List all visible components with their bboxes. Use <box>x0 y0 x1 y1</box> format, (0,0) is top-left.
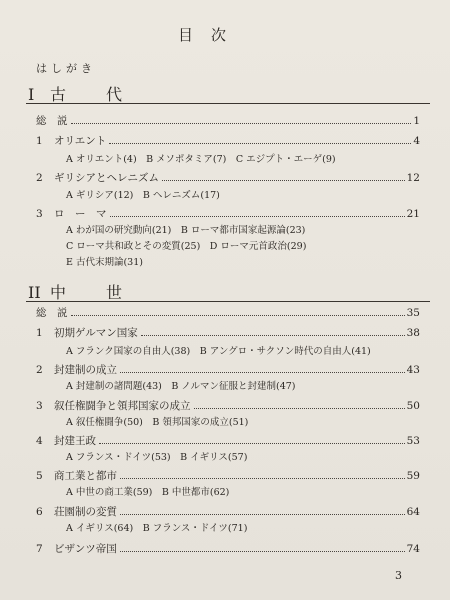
part-numeral: II <box>28 283 41 302</box>
toc-entry[interactable] <box>36 504 420 518</box>
subentry-line: A 封建制の諸問題(43) B ノルマン征服と封建制(47) <box>66 381 296 392</box>
toc-entry[interactable] <box>36 133 420 147</box>
entry-label: 総 説 <box>36 307 68 319</box>
entry-label: 商工業と都市 <box>54 470 117 482</box>
leader-dots <box>120 478 405 479</box>
part-name: 古代 <box>50 85 163 104</box>
entry-label: オリエント <box>54 135 107 147</box>
entry-label: ロ ー マ <box>54 208 107 220</box>
toc-title: 目次 <box>178 26 245 44</box>
entry-page: 43 <box>406 364 420 376</box>
toc-entry[interactable] <box>36 325 420 339</box>
entry-page: 35 <box>406 307 420 319</box>
page-number: 3 <box>395 569 402 582</box>
leader-dots <box>141 335 405 336</box>
entry-label: 総 説 <box>36 115 68 127</box>
entry-page: 38 <box>406 327 420 339</box>
subentry-line: A わが国の研究動向(21) B ローマ都市国家起源論(23) <box>66 225 306 236</box>
entry-page: 1 <box>413 115 420 127</box>
entry-label: 封建王政 <box>54 435 96 447</box>
leader-dots <box>99 443 405 444</box>
entry-number: 3 <box>36 208 43 220</box>
entry-page: 12 <box>406 172 420 184</box>
entry-number: 5 <box>36 470 43 482</box>
subentry-line: A 中世の商工業(59) B 中世都市(62) <box>66 487 230 498</box>
entry-number: 2 <box>36 172 43 184</box>
leader-dots <box>110 216 405 217</box>
part-divider <box>26 301 430 302</box>
leader-dots <box>109 143 411 144</box>
entry-page: 74 <box>406 543 420 555</box>
leader-dots <box>120 372 405 373</box>
entry-number: 7 <box>36 543 43 555</box>
toc-entry[interactable] <box>36 206 420 220</box>
entry-label: 荘園制の変質 <box>54 506 117 518</box>
entry-label: ビザンツ帝国 <box>54 543 117 555</box>
entry-page: 59 <box>406 470 420 482</box>
leader-dots <box>194 408 405 409</box>
toc-entry[interactable] <box>36 170 420 184</box>
part-heading-1 <box>28 82 162 105</box>
entry-label: 叙任権闘争と領邦国家の成立 <box>54 400 191 412</box>
entry-label: 封建制の成立 <box>54 364 117 376</box>
subentry-line: A オリエント(4) B メソポタミア(7) C エジプト・エーゲ(9) <box>66 154 336 165</box>
leader-dots <box>162 180 405 181</box>
entry-number: 6 <box>36 506 43 518</box>
entry-page: 50 <box>406 400 420 412</box>
subentry-line: C ローマ共和政とその変質(25) D ローマ元首政治(29) <box>66 241 307 252</box>
entry-number: 3 <box>36 400 43 412</box>
preface-entry: はしがき <box>36 62 96 75</box>
subentry-line: A 叙任権闘争(50) B 領邦国家の成立(51) <box>66 417 249 428</box>
entry-number: 2 <box>36 364 43 376</box>
subentry-line: A フランク国家の自由人(38) B アングロ・サクソン時代の自由人(41) <box>66 346 371 357</box>
part-numeral: I <box>28 85 35 104</box>
toc-entry[interactable] <box>36 468 420 482</box>
toc-entry[interactable] <box>36 305 420 319</box>
leader-dots <box>71 123 412 124</box>
subentry-line: A フランス・ドイツ(53) B イギリス(57) <box>66 452 248 463</box>
entry-page: 53 <box>406 435 420 447</box>
leader-dots <box>120 551 405 552</box>
entry-number: 1 <box>36 135 43 147</box>
toc-entry[interactable] <box>36 433 420 447</box>
part-heading-2 <box>28 280 162 303</box>
toc-entry[interactable] <box>36 398 420 412</box>
toc-entry[interactable] <box>36 541 420 555</box>
entry-number: 1 <box>36 327 43 339</box>
toc-entry[interactable] <box>36 362 420 376</box>
leader-dots <box>71 315 405 316</box>
part-name: 中世 <box>50 283 163 302</box>
subentry-line: E 古代末期論(31) <box>66 257 143 268</box>
entry-label: ギリシアとヘレニズム <box>54 172 159 184</box>
part-divider <box>26 103 430 104</box>
subentry-line: A ギリシア(12) B ヘレニズム(17) <box>66 190 220 201</box>
toc-entry[interactable] <box>36 113 420 127</box>
subentry-line: A イギリス(64) B フランス・ドイツ(71) <box>66 523 248 534</box>
leader-dots <box>120 514 405 515</box>
entry-page: 64 <box>406 506 420 518</box>
entry-number: 4 <box>36 435 43 447</box>
entry-label: 初期ゲルマン国家 <box>54 327 138 339</box>
entry-page: 21 <box>406 208 420 220</box>
entry-page: 4 <box>413 135 420 147</box>
